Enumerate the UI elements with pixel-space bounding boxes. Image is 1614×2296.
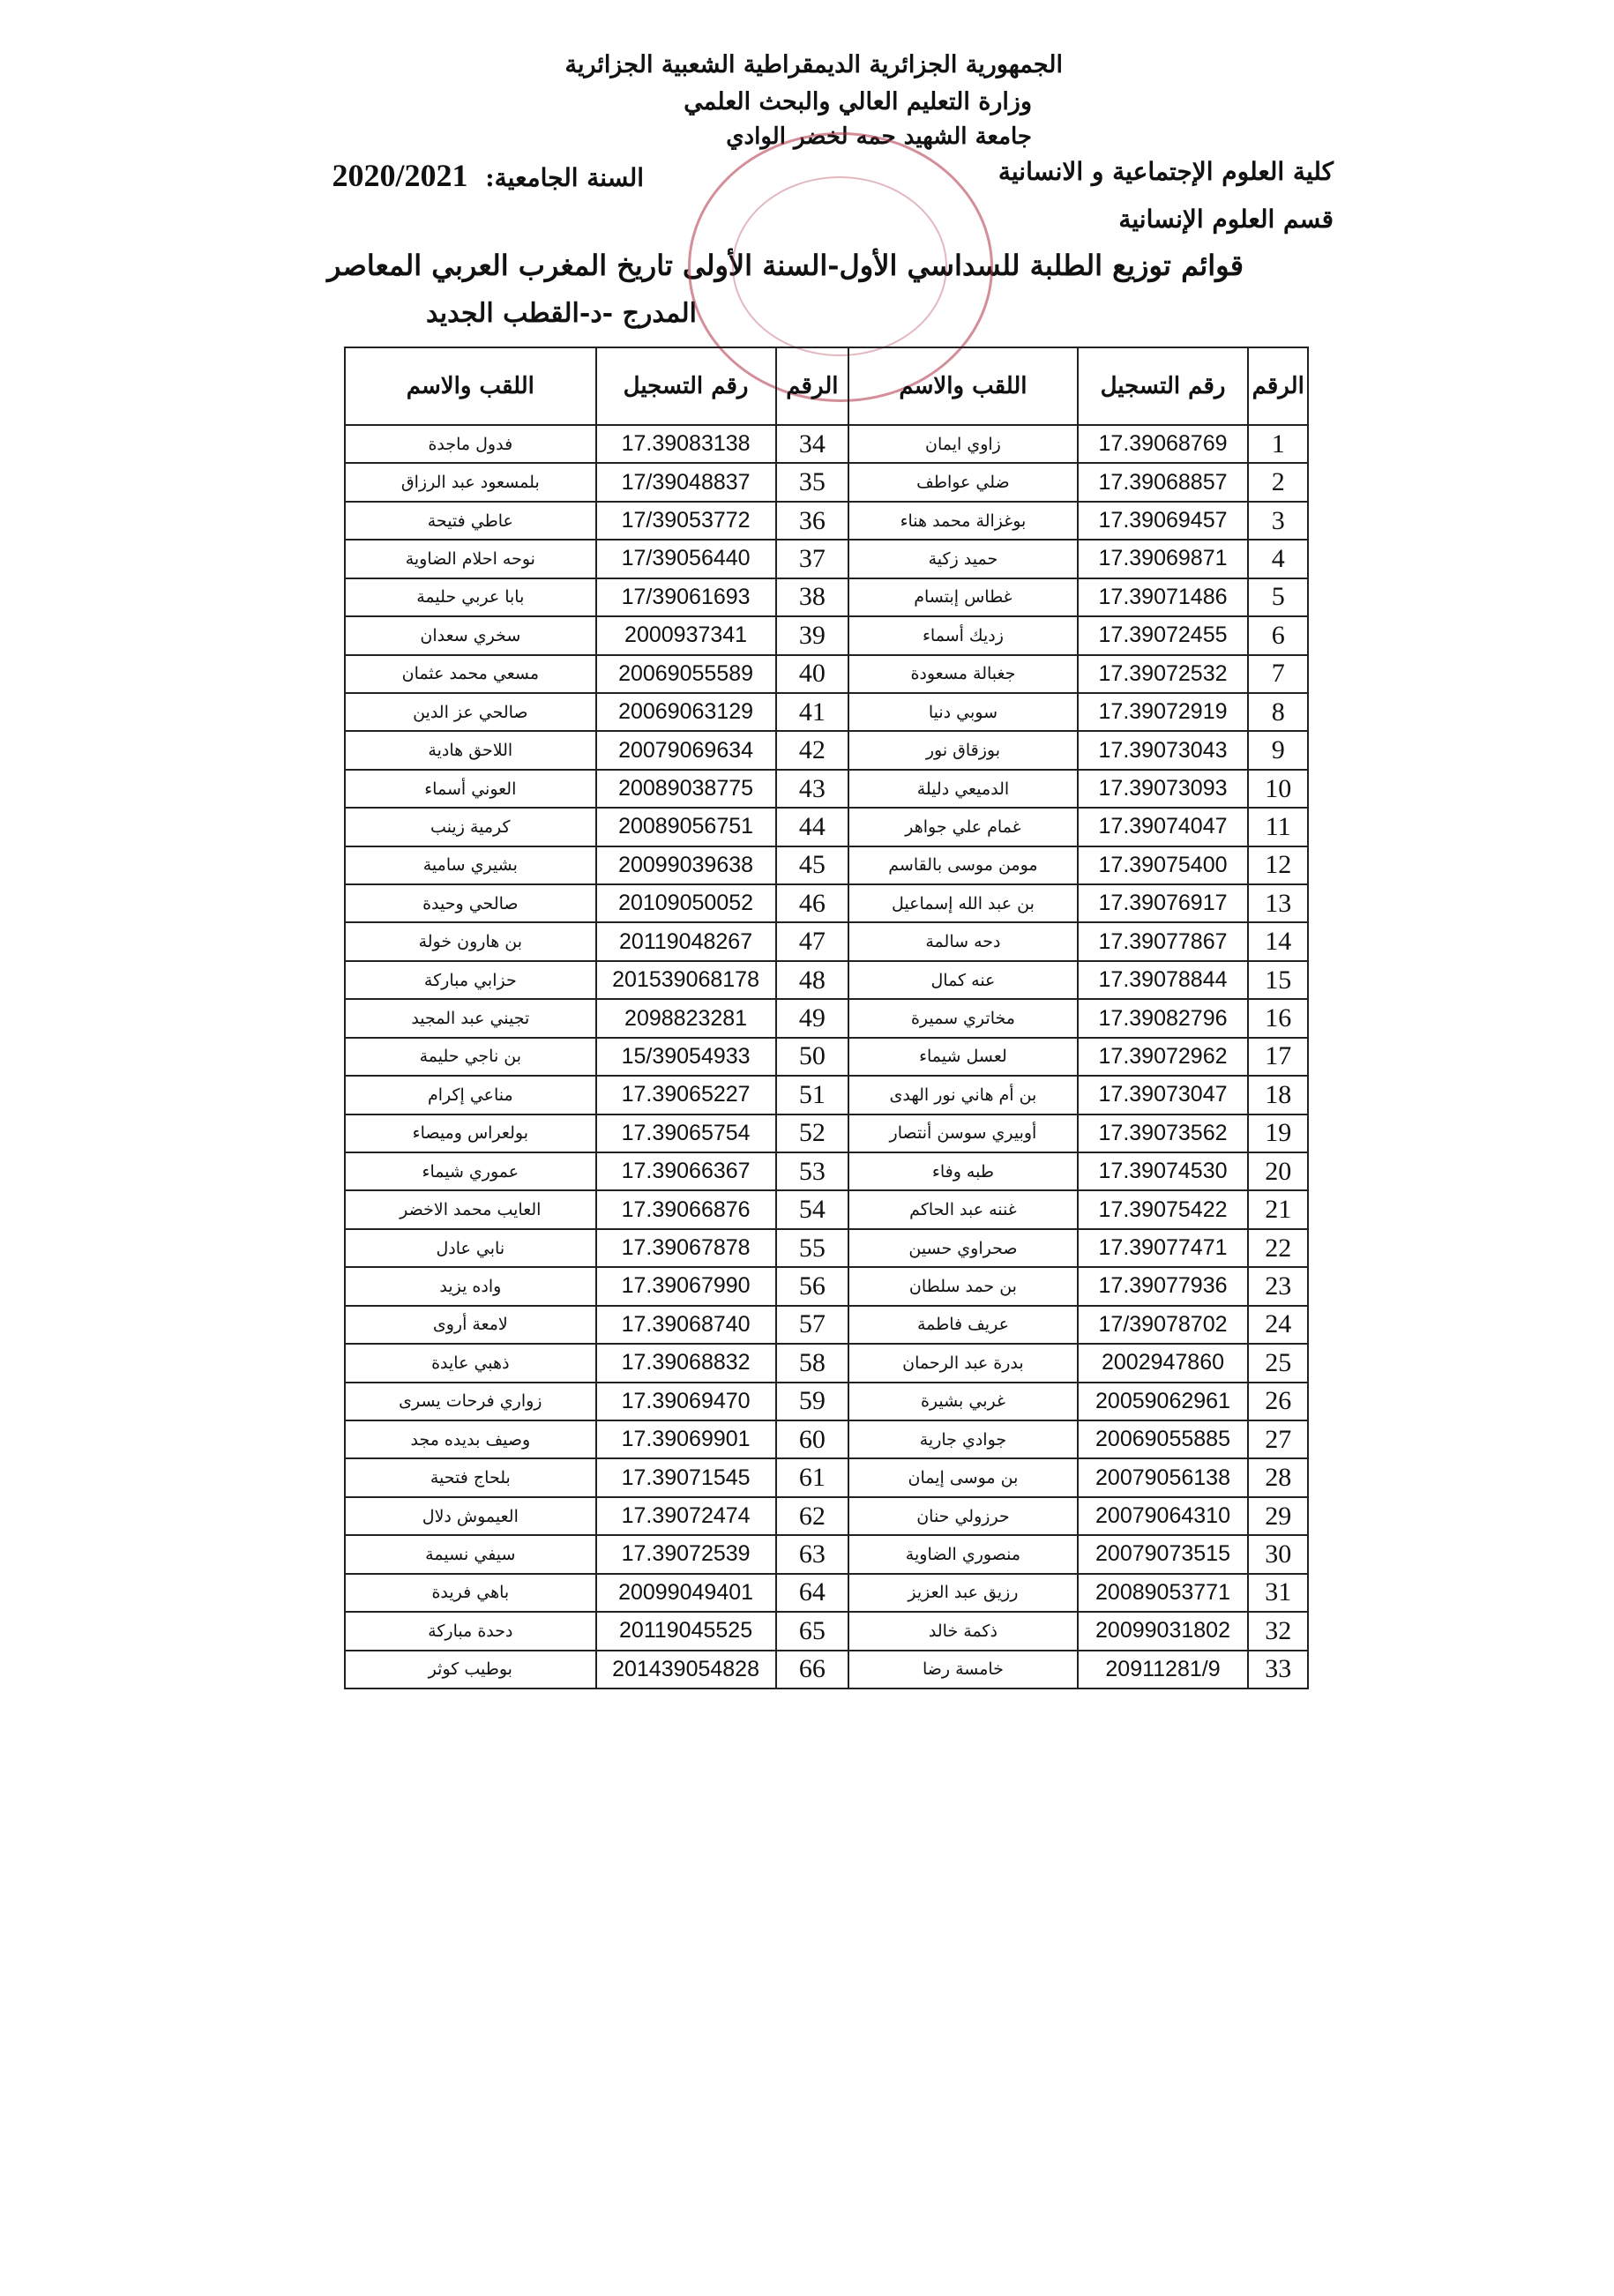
cell-registration: 2002947860 (1078, 1344, 1249, 1382)
academic-year-value: 2020/2021 (332, 158, 468, 193)
table-row (345, 1152, 1308, 1190)
cell-registration: 17.39069871 (1078, 540, 1249, 578)
cell-number: 1 (1248, 425, 1308, 463)
ministry-heading: وزارة التعليم العالي والبحث العلمي (684, 88, 1032, 116)
cell-registration: 2000937341 (596, 616, 776, 654)
cell-number: 3 (1248, 502, 1308, 540)
cell-name: كرمية زينب (345, 808, 596, 846)
cell-number: 23 (1248, 1267, 1308, 1305)
cell-registration: 17.39067878 (596, 1229, 776, 1267)
cell-name: سيفي نسيمة (345, 1535, 596, 1573)
cell-registration: 17.39069470 (596, 1383, 776, 1420)
table-row (345, 1497, 1308, 1535)
cell-number: 55 (776, 1229, 849, 1267)
table-row (345, 961, 1308, 999)
cell-registration: 20109050052 (596, 884, 776, 922)
cell-number: 61 (776, 1458, 849, 1496)
student-distribution-table (344, 347, 1309, 1689)
cell-name: حميد زكية (848, 540, 1077, 578)
cell-number: 66 (776, 1651, 849, 1689)
table-row (345, 655, 1308, 693)
cell-registration: 17.39077471 (1078, 1229, 1249, 1267)
cell-number: 48 (776, 961, 849, 999)
cell-registration: 17.39065227 (596, 1076, 776, 1114)
cell-registration: 17.39069901 (596, 1420, 776, 1458)
cell-name: عاطي فتيحة (345, 502, 596, 540)
cell-number: 29 (1248, 1497, 1308, 1535)
cell-number: 16 (1248, 999, 1308, 1037)
cell-registration: 17.39068740 (596, 1306, 776, 1344)
cell-number: 32 (1248, 1612, 1308, 1650)
cell-registration: 17.39077936 (1078, 1267, 1249, 1305)
cell-name: بن ناجي حليمة (345, 1038, 596, 1076)
column-header-registration-2: رقم التسجيل (596, 347, 776, 425)
cell-number: 13 (1248, 884, 1308, 922)
table-row (345, 693, 1308, 731)
cell-registration: 17.39067990 (596, 1267, 776, 1305)
cell-registration: 17.39076917 (1078, 884, 1249, 922)
cell-number: 12 (1248, 846, 1308, 884)
cell-registration: 15/39054933 (596, 1038, 776, 1076)
cell-name: بن موسى إيمان (848, 1458, 1077, 1496)
table-row (345, 1420, 1308, 1458)
cell-number: 59 (776, 1383, 849, 1420)
cell-name: صحراوي حسين (848, 1229, 1077, 1267)
academic-year (333, 157, 644, 194)
cell-name: منصوري الضاوية (848, 1535, 1077, 1573)
cell-number: 30 (1248, 1535, 1308, 1573)
cell-name: جوادي جارية (848, 1420, 1077, 1458)
cell-number: 17 (1248, 1038, 1308, 1076)
cell-name: بلمسعود عبد الرزاق (345, 463, 596, 501)
cell-number: 57 (776, 1306, 849, 1344)
table-row (345, 425, 1308, 463)
table-row (345, 1306, 1308, 1344)
cell-number: 37 (776, 540, 849, 578)
table-row (345, 1383, 1308, 1420)
cell-number: 34 (776, 425, 849, 463)
cell-number: 4 (1248, 540, 1308, 578)
cell-number: 56 (776, 1267, 849, 1305)
cell-name: تجيني عبد المجيد (345, 999, 596, 1037)
cell-registration: 20089056751 (596, 808, 776, 846)
cell-registration: 20911281/9 (1078, 1651, 1249, 1689)
cell-registration: 20089038775 (596, 770, 776, 808)
cell-name: عريف فاطمة (848, 1306, 1077, 1344)
table-row (345, 463, 1308, 501)
lecture-hall-location: المدرج -د-القطب الجديد (426, 298, 697, 329)
cell-name: زديك أسماء (848, 616, 1077, 654)
cell-name: واده يزيد (345, 1267, 596, 1305)
cell-number: 15 (1248, 961, 1308, 999)
cell-registration: 17.39065754 (596, 1114, 776, 1152)
cell-registration: 17.39073093 (1078, 770, 1249, 808)
cell-name: عموري شيماء (345, 1152, 596, 1190)
column-header-number-2: الرقم (776, 347, 849, 425)
cell-number: 43 (776, 770, 849, 808)
cell-registration: 17/39061693 (596, 578, 776, 616)
cell-number: 9 (1248, 731, 1308, 769)
table-row (345, 616, 1308, 654)
cell-number: 25 (1248, 1344, 1308, 1382)
cell-name: بوطيب كوثر (345, 1651, 596, 1689)
university-heading: جامعة الشهيد حمه لخضر الوادي (726, 123, 1032, 150)
table-row (345, 1267, 1308, 1305)
cell-registration: 20059062961 (1078, 1383, 1249, 1420)
table-row (345, 999, 1308, 1037)
cell-number: 50 (776, 1038, 849, 1076)
cell-registration: 17/39053772 (596, 502, 776, 540)
cell-number: 52 (776, 1114, 849, 1152)
table-row (345, 1038, 1308, 1076)
cell-registration: 201539068178 (596, 961, 776, 999)
cell-name: باهي فريدة (345, 1574, 596, 1612)
cell-name: وصيف بديده مجد (345, 1420, 596, 1458)
column-header-number: الرقم (1248, 347, 1308, 425)
cell-name: بن أم هاني نور الهدى (848, 1076, 1077, 1114)
cell-name: بن عبد الله إسماعيل (848, 884, 1077, 922)
cell-number: 45 (776, 846, 849, 884)
cell-registration: 17.39068769 (1078, 425, 1249, 463)
cell-registration: 20119045525 (596, 1612, 776, 1650)
cell-name: بوغزالة محمد هناء (848, 502, 1077, 540)
cell-number: 38 (776, 578, 849, 616)
table-row (345, 884, 1308, 922)
department-heading: قسم العلوم الإنسانية (1118, 205, 1334, 234)
cell-registration: 17.39072962 (1078, 1038, 1249, 1076)
cell-registration: 17/39056440 (596, 540, 776, 578)
cell-registration: 20099039638 (596, 846, 776, 884)
cell-number: 40 (776, 655, 849, 693)
university-stamp-inner-ring (732, 176, 947, 356)
table-row (345, 540, 1308, 578)
cell-number: 58 (776, 1344, 849, 1382)
cell-name: ضلي عواطف (848, 463, 1077, 501)
cell-name: زاوي ايمان (848, 425, 1077, 463)
table-row (345, 808, 1308, 846)
cell-number: 6 (1248, 616, 1308, 654)
cell-name: مخاتري سميرة (848, 999, 1077, 1037)
republic-heading: الجمهورية الجزائرية الديمقراطية الشعبية الجزائرية (564, 51, 1063, 78)
cell-number: 46 (776, 884, 849, 922)
cell-name: بولعراس وميصاء (345, 1114, 596, 1152)
cell-name: غمام علي جواهر (848, 808, 1077, 846)
cell-number: 19 (1248, 1114, 1308, 1152)
table-row (345, 770, 1308, 808)
cell-registration: 20099049401 (596, 1574, 776, 1612)
cell-name: ذكمة خالد (848, 1612, 1077, 1650)
cell-name: صالحي عز الدين (345, 693, 596, 731)
cell-name: لامعة أروى (345, 1306, 596, 1344)
cell-number: 35 (776, 463, 849, 501)
cell-name: رزيق عبد العزيز (848, 1574, 1077, 1612)
cell-name: العيموش دلال (345, 1497, 596, 1535)
cell-registration: 20119048267 (596, 922, 776, 960)
cell-name: صالحي وحيدة (345, 884, 596, 922)
cell-registration: 17/39078702 (1078, 1306, 1249, 1344)
cell-name: غربي بشيرة (848, 1383, 1077, 1420)
table-header-row (345, 347, 1308, 425)
table-row (345, 1612, 1308, 1650)
cell-registration: 20089053771 (1078, 1574, 1249, 1612)
table-row (345, 1651, 1308, 1689)
table-row (345, 846, 1308, 884)
cell-name: اللاحق هادية (345, 731, 596, 769)
cell-number: 64 (776, 1574, 849, 1612)
academic-year-label: السنة الجامعية: (485, 163, 644, 192)
table-row (345, 1458, 1308, 1496)
cell-registration: 17.39069457 (1078, 502, 1249, 540)
cell-number: 8 (1248, 693, 1308, 731)
cell-name: بلحاج فتحية (345, 1458, 596, 1496)
cell-number: 42 (776, 731, 849, 769)
cell-registration: 20069055885 (1078, 1420, 1249, 1458)
table-row (345, 1574, 1308, 1612)
cell-registration: 20079064310 (1078, 1497, 1249, 1535)
cell-number: 18 (1248, 1076, 1308, 1114)
cell-name: جغبالة مسعودة (848, 655, 1077, 693)
table-row (345, 1229, 1308, 1267)
cell-number: 47 (776, 922, 849, 960)
table-body (345, 425, 1308, 1688)
table-row (345, 1535, 1308, 1573)
table-row (345, 731, 1308, 769)
cell-name: بابا عربي حليمة (345, 578, 596, 616)
cell-registration: 17.39075422 (1078, 1190, 1249, 1228)
cell-registration: 17/39048837 (596, 463, 776, 501)
cell-number: 20 (1248, 1152, 1308, 1190)
cell-registration: 201439054828 (596, 1651, 776, 1689)
cell-number: 63 (776, 1535, 849, 1573)
column-header-registration: رقم التسجيل (1078, 347, 1249, 425)
cell-name: بوزقاق نور (848, 731, 1077, 769)
table-row (345, 1076, 1308, 1114)
column-header-name: اللقب والاسم (848, 347, 1077, 425)
cell-name: سخري سعدان (345, 616, 596, 654)
cell-number: 11 (1248, 808, 1308, 846)
cell-registration: 17.39071545 (596, 1458, 776, 1496)
cell-registration: 20069055589 (596, 655, 776, 693)
cell-number: 54 (776, 1190, 849, 1228)
cell-name: بشيري سامية (345, 846, 596, 884)
cell-registration: 17.39072455 (1078, 616, 1249, 654)
cell-registration: 17.39068832 (596, 1344, 776, 1382)
cell-name: خامسة رضا (848, 1651, 1077, 1689)
cell-registration: 20069063129 (596, 693, 776, 731)
cell-registration: 20079073515 (1078, 1535, 1249, 1573)
column-header-name-2: اللقب والاسم (345, 347, 596, 425)
cell-number: 2 (1248, 463, 1308, 501)
cell-registration: 20079069634 (596, 731, 776, 769)
cell-name: نوحه احلام الضاوية (345, 540, 596, 578)
cell-number: 27 (1248, 1420, 1308, 1458)
cell-number: 31 (1248, 1574, 1308, 1612)
cell-registration: 20099031802 (1078, 1612, 1249, 1650)
cell-number: 62 (776, 1497, 849, 1535)
cell-name: دحدة مباركة (345, 1612, 596, 1650)
cell-name: زواري فرحات يسرى (345, 1383, 596, 1420)
cell-number: 14 (1248, 922, 1308, 960)
cell-number: 39 (776, 616, 849, 654)
cell-number: 5 (1248, 578, 1308, 616)
cell-number: 53 (776, 1152, 849, 1190)
cell-name: مناعي إكرام (345, 1076, 596, 1114)
cell-name: ذهبي عايدة (345, 1344, 596, 1382)
cell-number: 22 (1248, 1229, 1308, 1267)
cell-number: 10 (1248, 770, 1308, 808)
cell-name: نابي عادل (345, 1229, 596, 1267)
cell-name: غننه عبد الحاكم (848, 1190, 1077, 1228)
cell-registration: 17.39072919 (1078, 693, 1249, 731)
table-row (345, 578, 1308, 616)
page-title: قوائم توزيع الطلبة للسداسي الأول-السنة الأولى تاريخ المغرب العربي المعاصر (326, 249, 1244, 282)
cell-name: العايب محمد الاخضر (345, 1190, 596, 1228)
table-row (345, 502, 1308, 540)
cell-registration: 17.39077867 (1078, 922, 1249, 960)
cell-registration: 17.39074047 (1078, 808, 1249, 846)
table-row (345, 1114, 1308, 1152)
cell-registration: 17.39078844 (1078, 961, 1249, 999)
cell-registration: 17.39075400 (1078, 846, 1249, 884)
cell-registration: 17.39074530 (1078, 1152, 1249, 1190)
cell-registration: 17.39071486 (1078, 578, 1249, 616)
cell-number: 21 (1248, 1190, 1308, 1228)
cell-name: غطاس إبتسام (848, 578, 1077, 616)
cell-name: مومن موسى بالقاسم (848, 846, 1077, 884)
cell-registration: 17.39073047 (1078, 1076, 1249, 1114)
cell-registration: 17.39082796 (1078, 999, 1249, 1037)
cell-name: لعسل شيماء (848, 1038, 1077, 1076)
cell-registration: 17.39083138 (596, 425, 776, 463)
cell-name: حرزولي حنان (848, 1497, 1077, 1535)
cell-number: 36 (776, 502, 849, 540)
cell-name: مسعي محمد عثمان (345, 655, 596, 693)
cell-name: العوني أسماء (345, 770, 596, 808)
cell-name: طبه وفاء (848, 1152, 1077, 1190)
cell-name: بن هارون خولة (345, 922, 596, 960)
cell-name: دحه سالمة (848, 922, 1077, 960)
cell-name: فدول ماجدة (345, 425, 596, 463)
cell-registration: 17.39072474 (596, 1497, 776, 1535)
table-row (345, 922, 1308, 960)
cell-number: 28 (1248, 1458, 1308, 1496)
cell-name: بدرة عبد الرحمان (848, 1344, 1077, 1382)
cell-registration: 17.39073562 (1078, 1114, 1249, 1152)
faculty-heading: كلية العلوم الإجتماعية و الانسانية (998, 157, 1334, 186)
cell-name: حزابي مباركة (345, 961, 596, 999)
cell-name: سوبي دنيا (848, 693, 1077, 731)
cell-registration: 17.39066876 (596, 1190, 776, 1228)
cell-name: أوبيري سوسن أنتصار (848, 1114, 1077, 1152)
cell-number: 24 (1248, 1306, 1308, 1344)
cell-registration: 17.39072539 (596, 1535, 776, 1573)
cell-registration: 17.39072532 (1078, 655, 1249, 693)
cell-number: 60 (776, 1420, 849, 1458)
cell-name: عنه كمال (848, 961, 1077, 999)
cell-registration: 17.39066367 (596, 1152, 776, 1190)
table-row (345, 1190, 1308, 1228)
cell-number: 7 (1248, 655, 1308, 693)
cell-number: 33 (1248, 1651, 1308, 1689)
cell-name: بن حمد سلطان (848, 1267, 1077, 1305)
cell-number: 49 (776, 999, 849, 1037)
cell-number: 65 (776, 1612, 849, 1650)
cell-registration: 20079056138 (1078, 1458, 1249, 1496)
cell-name: الدميعي دليلة (848, 770, 1077, 808)
cell-number: 41 (776, 693, 849, 731)
cell-number: 51 (776, 1076, 849, 1114)
cell-number: 26 (1248, 1383, 1308, 1420)
cell-registration: 2098823281 (596, 999, 776, 1037)
cell-registration: 17.39073043 (1078, 731, 1249, 769)
cell-registration: 17.39068857 (1078, 463, 1249, 501)
table-row (345, 1344, 1308, 1382)
cell-number: 44 (776, 808, 849, 846)
